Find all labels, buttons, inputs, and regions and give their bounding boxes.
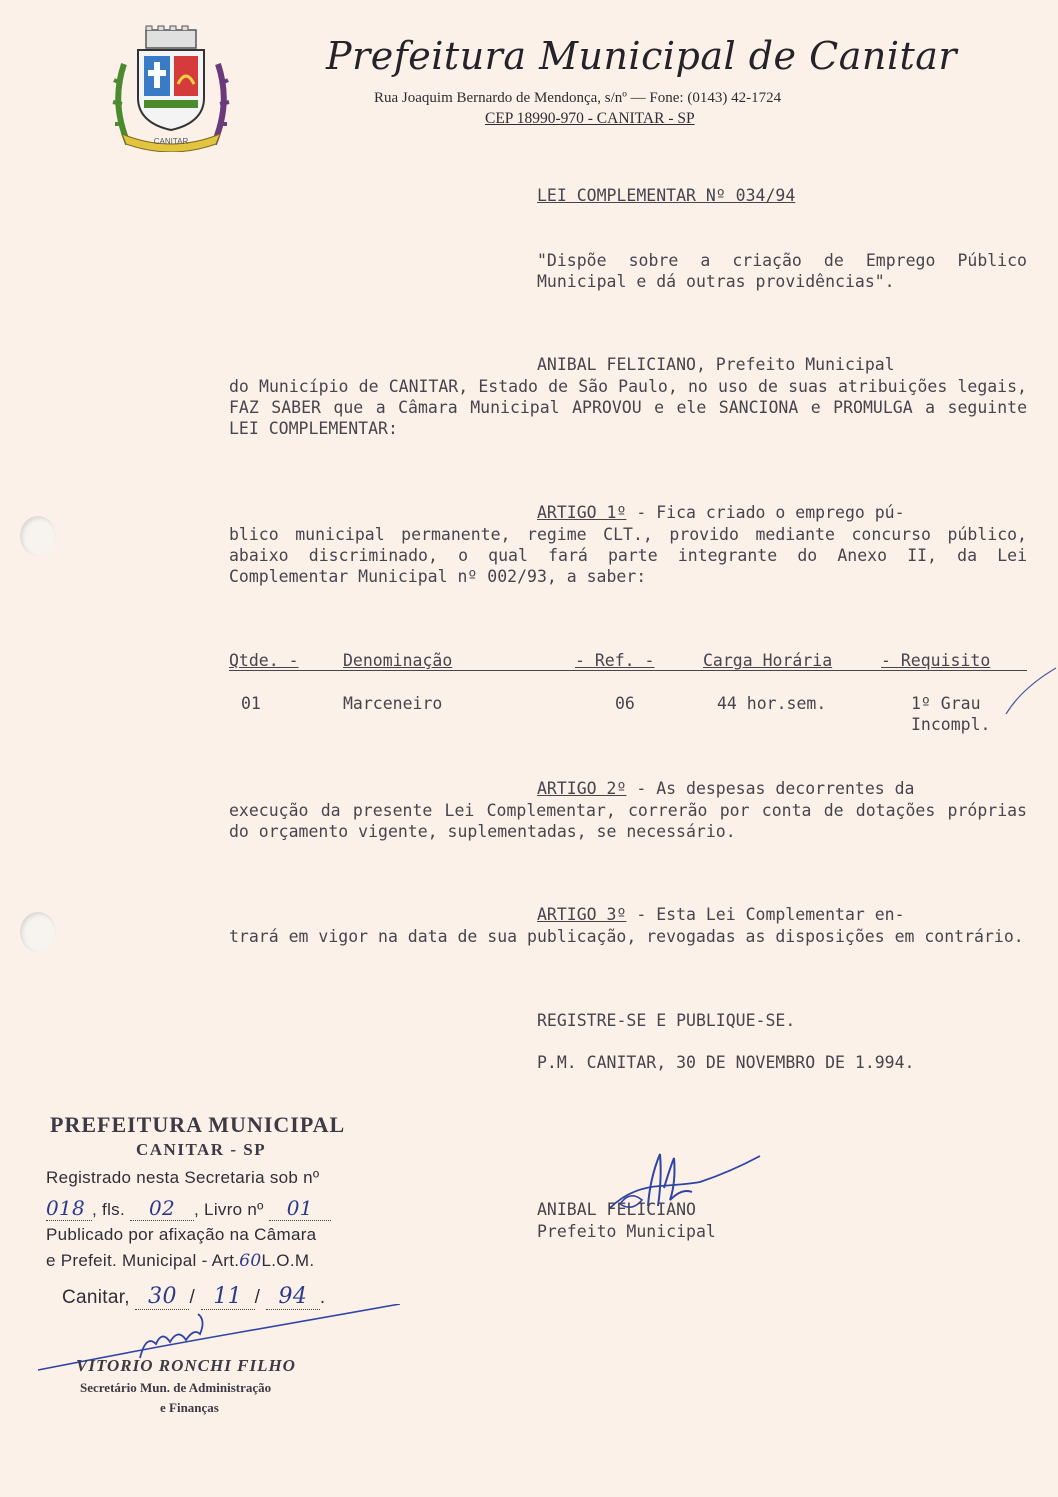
table-header-carga: Carga Horária	[703, 651, 833, 670]
stamp-article-suffix: L.O.M.	[261, 1251, 315, 1270]
stamp-city-label: Canitar,	[62, 1287, 130, 1308]
cell-requisito-2: Incompl.	[911, 715, 991, 734]
stamp-date-day: 30	[135, 1284, 189, 1310]
mayor-title: Prefeito Municipal	[537, 1222, 716, 1241]
table-row	[229, 694, 1027, 738]
closing-text: REGISTRE-SE E PUBLIQUE-SE.	[537, 1011, 796, 1030]
law-heading: LEI COMPLEMENTAR Nº 034/94	[537, 186, 796, 205]
article-1-lead	[537, 503, 905, 522]
article-3-lead	[537, 905, 905, 924]
stamp-reg-number: 018	[46, 1196, 92, 1221]
municipal-crest-emblem	[108, 24, 234, 152]
secretary-name: VITORIO RONCHI FILHO	[76, 1356, 296, 1375]
letterhead-cep: CEP 18990-970 - CANITAR - SP	[485, 110, 695, 127]
preamble-lead: ANIBAL FELICIANO, Prefeito Municipal	[537, 355, 895, 374]
table-header-ref: - Ref. -	[575, 651, 655, 670]
table-header-qtde: Qtde. -	[229, 651, 299, 670]
law-ementa: "Dispõe sobre a criação de Emprego Público Municipal e dá outras providências".	[537, 251, 1027, 292]
table-header-denominacao: Denominação	[343, 651, 453, 670]
crest-ribbon-text: CANITAR	[153, 137, 189, 146]
stamp-registry-line	[46, 1196, 331, 1221]
article-3-lead-text: - Esta Lei Complementar en-	[626, 905, 905, 924]
letterhead-address: Rua Joaquim Bernardo de Mendonça, s/nº — Fone: (0143) 42-1724	[374, 90, 782, 106]
pen-check-mark	[1000, 664, 1058, 720]
secretary-title-1: Secretário Mun. de Administração	[80, 1380, 272, 1395]
article-2-lead	[537, 779, 915, 798]
article-1-label: ARTIGO 1º	[537, 503, 627, 522]
article-3-text: trará em vigor na data de sua publicação, revogadas as disposições em contrário.	[229, 927, 1024, 946]
stamp-date-month: 11	[201, 1284, 255, 1310]
article-2-lead-text: - As despesas decorrentes da	[626, 779, 915, 798]
stamp-article-line	[46, 1251, 314, 1271]
stamp-fls-label: , fls.	[92, 1200, 125, 1219]
stamp-article-prefix: e Prefeit. Municipal - Art.	[46, 1251, 240, 1270]
stamp-city: CANITAR - SP	[136, 1140, 267, 1159]
stamp-fls-number: 02	[130, 1196, 194, 1221]
stamp-article-number: 60	[239, 1251, 262, 1271]
article-3-label: ARTIGO 3º	[537, 905, 627, 924]
article-2-text: execução da presente Lei Complementar, correrão por conta de dotações próprias do orçamento vigente, suplementadas, se necessário.	[229, 801, 1027, 842]
letterhead-title: Prefeitura Municipal de Canitar	[326, 34, 958, 78]
secretary-title-2: e Finanças	[160, 1400, 219, 1415]
stamp-published-text: Publicado por afixação na Câmara	[46, 1225, 317, 1244]
stamp-date-year: 94	[266, 1284, 320, 1310]
table-header-requisito: - Requisito	[881, 651, 991, 670]
cell-denominacao: Marceneiro	[343, 694, 443, 713]
stamp-livro-number: 01	[269, 1196, 331, 1221]
article-1-text: blico municipal permanente, regime CLT., provido mediante concurso público, abaixo discriminado, o qual fará parte integrante do Anexo II, da Lei Complementar Municipal nº 002/93, a saber:	[229, 525, 1027, 587]
mayor-name: ANIBAL FELICIANO	[537, 1200, 696, 1219]
punch-hole-bottom	[20, 912, 56, 952]
cell-qtde: 01	[241, 694, 261, 713]
stamp-registered-text: Registrado nesta Secretaria sob nº	[46, 1168, 320, 1187]
table-header	[229, 651, 1027, 675]
stamp-title: PREFEITURA MUNICIPAL	[50, 1112, 346, 1137]
article-2-label: ARTIGO 2º	[537, 779, 627, 798]
cell-ref: 06	[615, 694, 635, 713]
registration-stamp	[46, 1108, 406, 1428]
cell-requisito-1: 1º Grau	[911, 694, 981, 713]
stamp-livro-label: , Livro nº	[194, 1200, 264, 1219]
stamp-date-line: Canitar, 30 / 11 / 94 .	[62, 1284, 326, 1309]
punch-hole-top	[20, 516, 56, 556]
preamble-text: do Município de CANITAR, Estado de São Paulo, no uso de suas atribuições legais, FAZ SABER que a Câmara Municipal APROVOU e ele SANCIONA e PROMULGA a seguinte LEI COMPLEMENTAR:	[229, 377, 1027, 439]
article-1-lead-text: - Fica criado o emprego pú-	[626, 503, 905, 522]
cell-carga: 44 hor.sem.	[717, 694, 827, 713]
place-date: P.M. CANITAR, 30 DE NOVEMBRO DE 1.994.	[537, 1053, 915, 1072]
